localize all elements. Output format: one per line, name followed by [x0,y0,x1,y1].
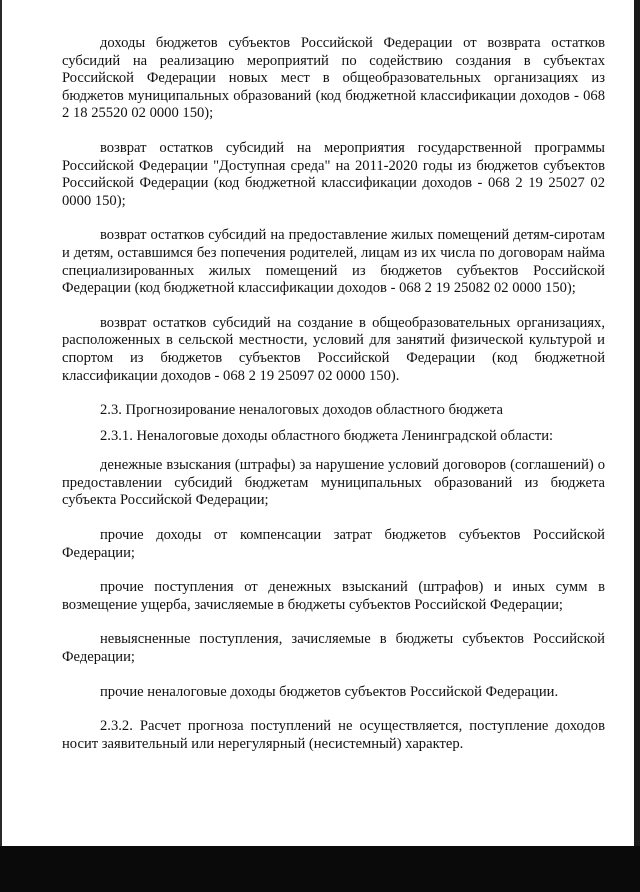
scan-right-edge [634,0,640,892]
scan-bottom-edge [0,846,640,892]
paragraph-return-accessible-environment: возврат остатков субсидий на мероприятия государственной программы Российской Федерации "Доступная среда" на 2011-2020 годы из бюджетов субъектов Российской Федерации (код бюджетной классификации доходов - 068 2 19 25027 02 0000 150); [62,139,605,209]
document-page [62,35,605,770]
paragraph-fines-contract-violations: денежные взыскания (штрафы) за нарушение условий договоров (соглашений) о предоставлении субсидий бюджетам муниципальных образований из бюджета субъекта Российской Федерации; [62,457,605,509]
paragraph-unidentified-receipts: невыясненные поступления, зачисляемые в бюджеты субъектов Российской Федерации; [62,631,605,666]
paragraph-return-orphan-housing: возврат остатков субсидий на предоставление жилых помещений детям-сиротам и детям, оставшимся без попечения родителей, лицам из их числа по договорам найма специализированных жилых помещений из бюджетов субъектов Российской Федерации (код бюджетной классификации доходов - 068 2 19 25082 02 0000 150); [62,227,605,297]
paragraph-other-penalty-receipts: прочие поступления от денежных взысканий (штрафов) и иных сумм в возмещение ущерба, зачисляемые в бюджеты субъектов Российской Федерации; [62,579,605,613]
paragraph-other-cost-compensation: прочие доходы от компенсации затрат бюджетов субъектов Российской Федерации; [62,527,605,561]
paragraph-return-rural-sports: возврат остатков субсидий на создание в общеобразовательных организациях, расположенных в сельской местности, условий для занятий физической культурой и спортом из бюджетов субъектов Российской Федерации (код бюджетной классификации доходов - 068 2 19 25097 02 0000 150). [62,314,605,384]
section-heading-2-3-1: 2.3.1. Неналоговые доходы областного бюджета Ленинградской области: [100,427,554,444]
scan-left-edge [0,0,2,892]
section-2-3-2-forecast-note: 2.3.2. Расчет прогноза поступлений не осуществляется, поступление доходов носит заявительный или нерегулярный (несистемный) характер. [62,718,605,752]
section-heading-2-3: 2.3. Прогнозирование неналоговых доходов областного бюджета [100,402,503,419]
paragraph-other-non-tax-income: прочие неналоговые доходы бюджетов субъектов Российской Федерации. [100,683,559,700]
paragraph-income-return-new-places: доходы бюджетов субъектов Российской Федерации от возврата остатков субсидий на реализацию мероприятий по содействию создания в субъектах Российской Федерации новых мест в общеобразовательных организациях из бюджетов муниципальных образований (код бюджетной классификации доходов - 068 2 18 25520 02 0000 150); [62,35,605,122]
